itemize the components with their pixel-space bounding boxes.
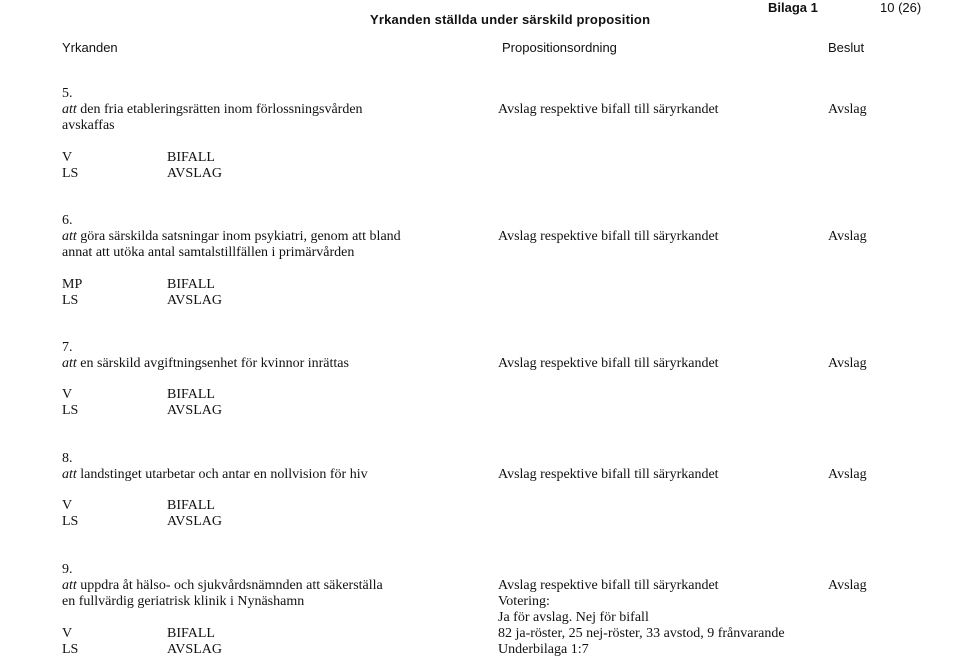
item-number: 9. <box>62 562 73 577</box>
item-text <box>62 356 482 372</box>
votering-rule: Ja för avslag. Nej för bifall <box>498 610 649 625</box>
column-header-yrkanden: Yrkanden <box>62 40 118 55</box>
att-word: att <box>62 467 77 482</box>
decision-text: Avslag <box>828 229 867 244</box>
vote-label: BIFALL <box>167 626 215 641</box>
proposition-text: Avslag respektive bifall till säryrkandet <box>498 467 719 482</box>
bilaga-label: Bilaga 1 <box>768 0 818 15</box>
decision-text: Avslag <box>828 356 867 371</box>
item-text-line2: avskaffas <box>62 118 115 133</box>
item-text-line: den fria etableringsrätten inom förlossningsvården <box>76 102 363 117</box>
item-number: 7. <box>62 340 73 355</box>
votering-label: Votering: <box>498 594 550 609</box>
item-text-line2: en fullvärdig geriatrisk klinik i Nynäshamn <box>62 594 305 609</box>
party-label: V <box>62 387 73 402</box>
column-header-beslut: Beslut <box>828 40 865 55</box>
item-text <box>62 578 482 594</box>
item-text <box>62 102 482 118</box>
vote-label: AVSLAG <box>167 403 222 418</box>
item-text <box>62 467 482 483</box>
vote-label: AVSLAG <box>167 642 222 657</box>
underbilaga-reference: Underbilaga 1:7 <box>498 642 589 657</box>
item-text-line: landstinget utarbetar och antar en nollvision för hiv <box>76 467 368 482</box>
item-text-line: göra särskilda satsningar inom psykiatri, genom att bland <box>76 229 401 244</box>
proposition-text: Avslag respektive bifall till säryrkandet <box>498 229 719 244</box>
vote-label: BIFALL <box>167 277 215 292</box>
party-label: LS <box>62 514 79 529</box>
proposition-text: Avslag respektive bifall till säryrkandet <box>498 356 719 371</box>
item-text-line: en särskild avgiftningsenhet för kvinnor inrättas <box>76 356 349 371</box>
decision-text: Avslag <box>828 467 867 482</box>
item-text-line: uppdra åt hälso- och sjukvårdsnämnden att säkerställa <box>76 578 383 593</box>
party-label: V <box>62 626 73 641</box>
party-label: LS <box>62 166 79 181</box>
item-number: 5. <box>62 86 73 101</box>
vote-label: BIFALL <box>167 150 215 165</box>
item-text <box>62 229 482 245</box>
att-word: att <box>62 102 77 117</box>
page-number: 10 (26) <box>880 0 922 15</box>
column-header-propositionsordning: Propositionsordning <box>502 40 617 55</box>
party-label: MP <box>62 277 83 292</box>
att-word: att <box>62 578 77 593</box>
decision-text: Avslag <box>828 578 867 593</box>
votering-result: 82 ja-röster, 25 nej-röster, 33 avstod, 9 frånvarande <box>498 626 785 641</box>
vote-label: AVSLAG <box>167 514 222 529</box>
item-number: 6. <box>62 213 73 228</box>
att-word: att <box>62 229 77 244</box>
proposition-text: Avslag respektive bifall till säryrkandet <box>498 102 719 117</box>
decision-text: Avslag <box>828 102 867 117</box>
att-word: att <box>62 356 77 371</box>
vote-label: BIFALL <box>167 498 215 513</box>
party-label: LS <box>62 642 79 657</box>
party-label: LS <box>62 403 79 418</box>
party-label: V <box>62 150 73 165</box>
page-title: Yrkanden ställda under särskild proposition <box>370 12 651 27</box>
item-text-line2: annat att utöka antal samtalstillfällen i primärvården <box>62 245 355 260</box>
vote-label: AVSLAG <box>167 166 222 181</box>
party-label: V <box>62 498 73 513</box>
vote-label: BIFALL <box>167 387 215 402</box>
party-label: LS <box>62 293 79 308</box>
proposition-text: Avslag respektive bifall till säryrkandet <box>498 578 719 593</box>
item-number: 8. <box>62 451 73 466</box>
vote-label: AVSLAG <box>167 293 222 308</box>
